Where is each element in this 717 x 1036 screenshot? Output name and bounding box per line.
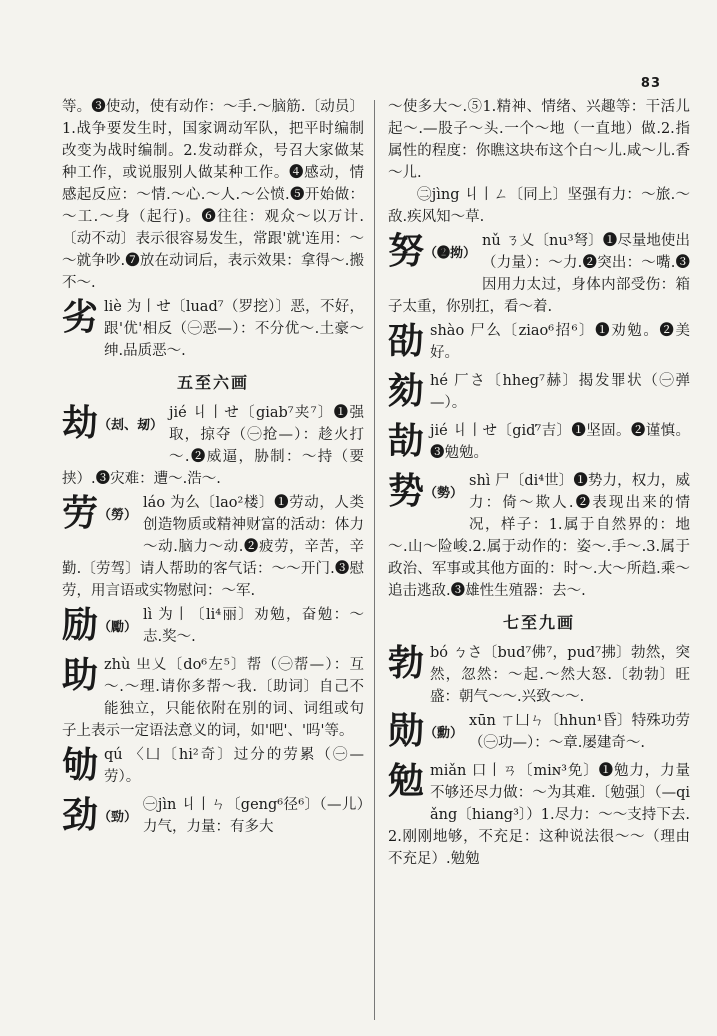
headword-char: 勉	[388, 760, 425, 802]
dictionary-entry	[62, 296, 364, 362]
entry-headword	[62, 796, 137, 842]
column-divider	[374, 100, 375, 1020]
dictionary-entry	[388, 420, 690, 468]
entry-definition: ㊀jìn 丩丨ㄣ〔geng⁶径⁶〕（—儿）力气，力量：有多大	[143, 797, 364, 835]
dictionary-entry	[62, 794, 364, 842]
entry-headword	[62, 656, 98, 702]
dictionary-entry	[388, 642, 690, 708]
headword-char: 劳	[62, 492, 99, 534]
dictionary-entry	[62, 654, 364, 742]
entry-definition: shì 尸〔di⁴世〕❶势力，权力，威力：倚～欺人.❷表现出来的情况，样子：1.属于自然界的：地～.山～险峻.2.属于动作的：姿～.手～.3.属于政治、军事或其他方面的：时～.大～所趋.乘～追击逃敌.❸雄性生殖器：去～.	[388, 473, 690, 599]
headword-char: 励	[62, 604, 99, 646]
headword-char: 勋	[388, 710, 425, 752]
entry-headword	[388, 472, 463, 518]
headword-char: 努	[388, 230, 425, 272]
dictionary-entry	[62, 744, 364, 792]
headword-variant: （刦、刼）	[98, 418, 164, 433]
entry-definition: nǔ ㄋ乂〔nu³弩〕❶尽量地使出（力量）：～力.❷突出：～嘴.❸因用力太过，身体内部受伤：箱子太重，你别扛，看～着.	[388, 233, 690, 315]
dictionary-entry	[388, 710, 690, 758]
entry-definition: jié 丩丨せ〔giď⁷吉〕❶坚固。❷谨慎。❸勉勉。	[430, 423, 690, 461]
right-column	[388, 96, 690, 870]
headword-variant: （勢）	[424, 486, 464, 501]
entry-headword	[388, 762, 424, 808]
entry-definition: lì 为丨〔li⁴丽〕劝勉，奋勉：～志.奖～.	[143, 607, 364, 645]
section-heading: 七至九画	[502, 613, 575, 632]
entry-definition: bó ㄅさ〔bud⁷佛⁷，pud⁷拂〕勃然，突然，忽然：～起.～然大怒.〔勃勃〕旺盛：朝气～～.兴致～～.	[430, 645, 690, 705]
entry-headword	[62, 404, 163, 450]
dictionary-entry	[388, 470, 690, 602]
entry-definition: xūn ㄒ凵ㄣ〔hhun¹昏〕特殊功劳（㊀功—）：～章.屡建奇～.	[469, 713, 690, 751]
headword-char: 劼	[388, 420, 425, 462]
entry-headword	[62, 746, 98, 792]
left-column	[62, 96, 364, 842]
dictionary-entry	[62, 492, 364, 602]
dictionary-entry	[388, 760, 690, 870]
dictionary-entry	[388, 230, 690, 318]
entry-headword	[388, 644, 424, 690]
headword-char: 劲	[62, 794, 99, 836]
dictionary-entry	[62, 402, 364, 490]
section-heading: 五至六画	[176, 373, 249, 392]
entry-definition: liè 为丨せ〔luad⁷（罗挖）〕恶，不好，跟'优'相反（㊀恶—）：不分优～.土豪～绅.品质恶～.	[104, 299, 364, 359]
entry-headword	[388, 232, 476, 278]
headword-char: 劣	[62, 296, 99, 338]
headword-variant: （勁）	[98, 810, 138, 825]
dictionary-entry	[388, 320, 690, 368]
entry-definition: zhù 㞢乂〔do⁶左⁵〕帮（㊀帮—）：互～.～理.请你多帮～我.〔助词〕自己不能独立，只能依附在别的词、词组或句子上表示一定语法意义的词，如'吧'、'吗'等。	[62, 657, 364, 739]
entry-headword	[62, 606, 137, 652]
headword-char: 劭	[388, 320, 425, 362]
entry-definition: hé 厂さ〔hheg⁷赫〕揭发罪状（㊀弹—）。	[430, 373, 690, 411]
headword-char: 劾	[388, 370, 425, 412]
headword-char: 勃	[388, 642, 425, 684]
headword-char: 助	[62, 654, 99, 696]
entry-headword	[388, 322, 424, 368]
entry-definition: jié 丩丨せ〔giab⁷夹⁷〕❶强取，掠夺（㊀抢—）：趁火打～.❷威逼，胁制：～持（要挟）.❸灾难：遭～.浩～.	[62, 405, 364, 487]
continuation-text: ～使多大～.⑤1.精神、情绪、兴趣等：干活儿起～.—股子～头.一个～地（一直地）做.2.指属性的程度：你瞧这块布这个白～儿.咸～儿.香～儿.	[388, 99, 690, 181]
headword-variant: （勳）	[424, 726, 464, 741]
continuation-text: 等。❸使动，使有动作：～手.～脑筋.〔动员〕1.战争要发生时，国家调动军队，把平时编制改变为战时编制。2.发动群众，号召大家做某种工作，或说服别人做某种工作。❹感动，情感起反应：～情.～心.～人.～公愤.❺开始做：～工.～身（起行)。❻往往：观众～以万计.〔动不动〕表示很容易发生，常跟'就'连用：～～就争吵.❼放在动词后，表示效果：拿得～.搬不～.	[62, 99, 364, 291]
headword-variant: （勞）	[98, 508, 138, 523]
entry-definition: miǎn 口丨ㄢ〔miɴ³免〕❶勉力，力量不够还尽力做：～为其难.〔勉强〕（—qiǎng〔hiang³〕）1.尽力：～～支持下去.2.刚刚地够，不充足：这种说法很～～（理由不充足）.勉勉	[388, 763, 690, 867]
entry-headword	[388, 712, 463, 758]
headword-char: 劬	[62, 744, 99, 786]
page-number: 83	[640, 76, 661, 91]
headword-variant: （勵）	[98, 620, 138, 635]
entry-headword	[388, 372, 424, 418]
entry-definition: qú 〈凵〔hi²奇〕过分的劳累（㊀—劳）。	[104, 747, 364, 785]
entry-definition: shào 尸么〔ziao⁶招⁶〕❶劝勉。❷美好。	[430, 323, 690, 361]
entry-headword	[62, 298, 98, 344]
continuation-text: ㊁jìng 丩丨ㄥ〔同上〕坚强有力：～旅.～敌.疾风知～草.	[388, 187, 690, 225]
entry-headword	[62, 494, 137, 540]
headword-variant: （❷拗）	[424, 246, 477, 261]
entry-definition: láo 为么〔lao²楼〕❶劳动，人类创造物质或精神财富的活动：体力～动.脑力～动.❷疲劳，辛苦，辛勤.〔劳驾〕请人帮助的客气话：～～开门.❸慰劳，用言语或实物慰问：～军.	[62, 495, 364, 599]
headword-char: 劫	[62, 402, 99, 444]
entry-headword	[388, 422, 424, 468]
dictionary-entry	[388, 370, 690, 418]
headword-char: 势	[388, 470, 425, 512]
dictionary-entry	[62, 604, 364, 652]
